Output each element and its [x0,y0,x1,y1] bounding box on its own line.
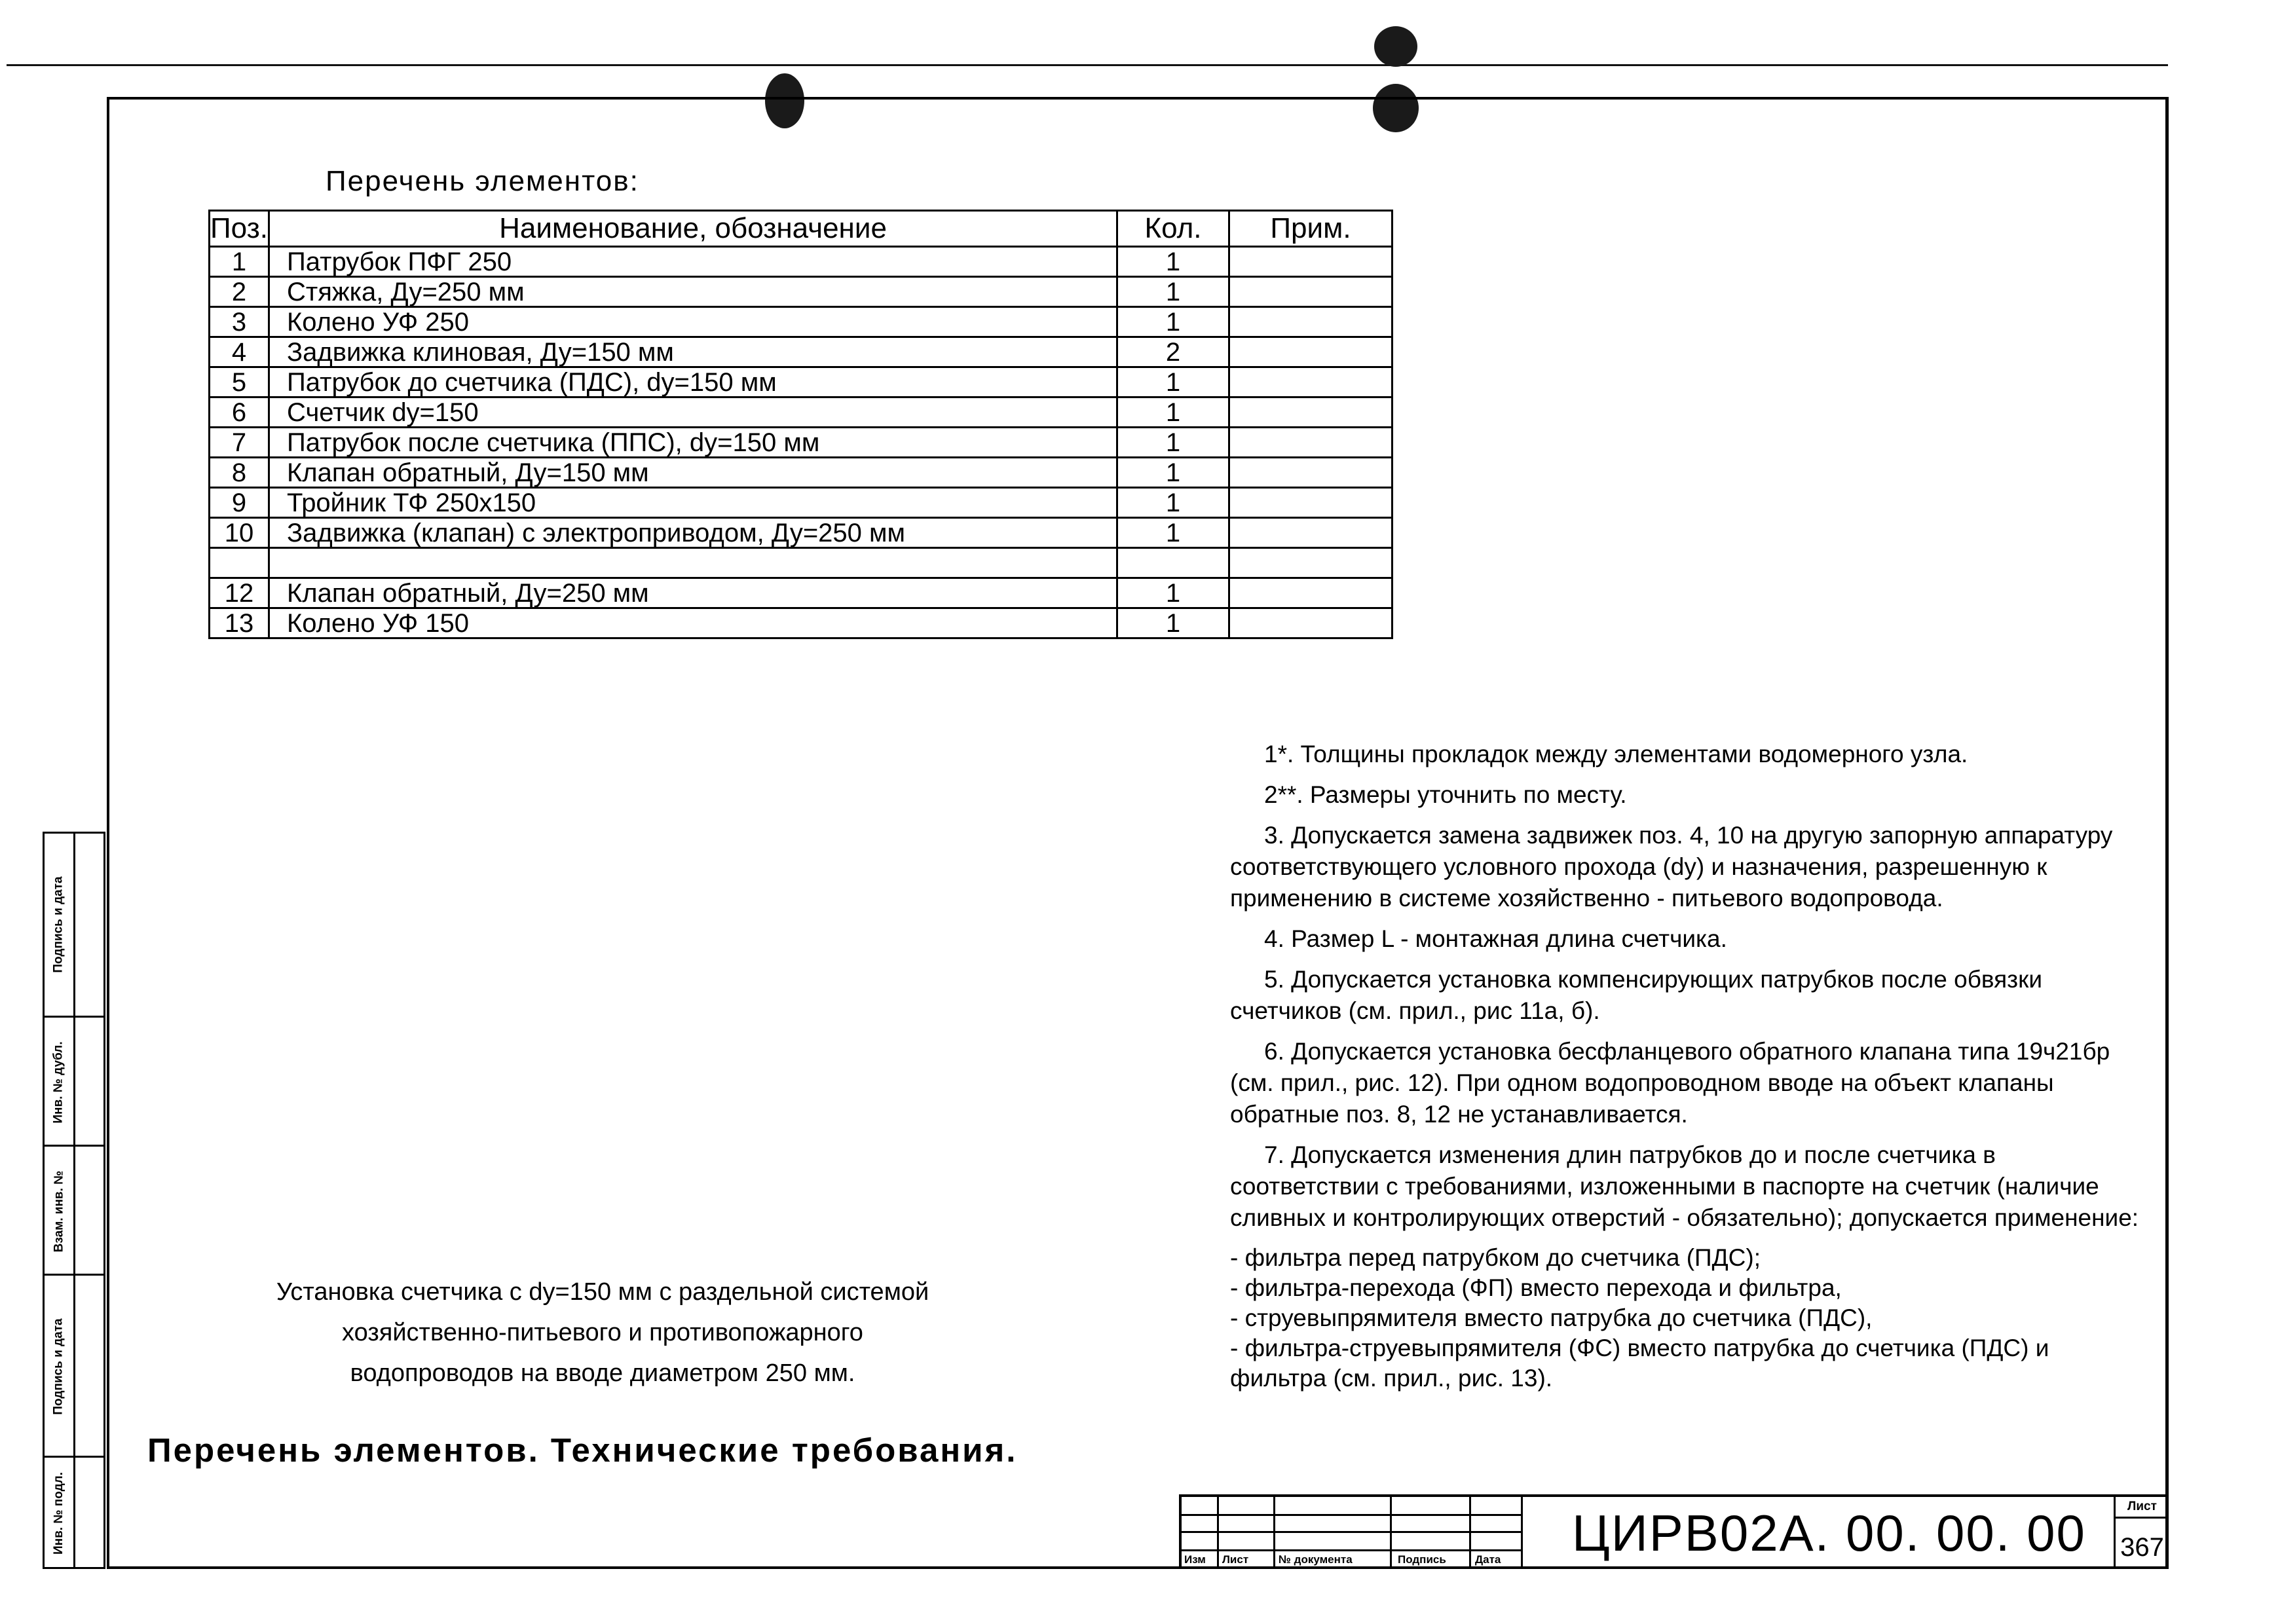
cell-pos: 6 [210,397,269,428]
header-name: Наименование, обозначение [269,211,1117,247]
cell-pos: 3 [210,307,269,337]
note-3: 3. Допускается замена задвижек поз. 4, 10 на другую запорную аппаратуру соответствующего условного прохода (dy) и назначения, разрешенную к применению в системе хозяйственно - питьевого водопровода. [1230,822,2113,912]
side-cell-sign-date-bottom [45,1274,103,1456]
side-label: Подпись и дата [52,1318,65,1415]
cell-note [1229,397,1392,428]
elements-table [208,210,1393,639]
table-row [210,397,1392,428]
cell-pos: 7 [210,428,269,458]
cell-qty: 1 [1117,247,1229,277]
caption-line: хозяйственно-питьевого и противопожарного [342,1319,863,1346]
table-row [210,578,1392,608]
cell-note [1229,548,1392,578]
table-row [210,277,1392,307]
label-list: Лист [1222,1553,1249,1566]
title-block [1179,1494,2169,1569]
table-row [210,608,1392,638]
cell-name: Счетчик dy=150 [269,397,1117,428]
label-sign: Подпись [1398,1553,1446,1566]
note-4: 4. Размер L - монтажная длина счетчика. [1264,925,1727,952]
note-2: 2**. Размеры уточнить по месту. [1264,781,1627,808]
table-row [210,367,1392,397]
cell-qty: 1 [1117,277,1229,307]
cell-qty: 1 [1117,608,1229,638]
caption-line: водопроводов на вводе диаметром 250 мм. [350,1359,855,1387]
table-row [210,458,1392,488]
cell-pos [210,548,269,578]
cell-name: Задвижка клиновая, Ду=150 мм [269,337,1117,367]
label-doc: № документа [1279,1553,1353,1566]
header-pos: Поз. [210,211,269,247]
sheet-label: Лист [2116,1500,2169,1519]
cell-note [1229,307,1392,337]
cell-pos: 9 [210,488,269,518]
table-row [210,428,1392,458]
side-label: Подпись и дата [52,876,65,973]
cell-note [1229,488,1392,518]
list-item: - фильтра перед патрубком до счетчика (ПДС); [1230,1244,1761,1271]
cell-note [1229,458,1392,488]
cell-name [269,548,1117,578]
header-note: Прим. [1229,211,1392,247]
caption-line: Установка счетчика с dy=150 мм с раздельной системой [276,1278,929,1306]
cell-pos: 1 [210,247,269,277]
cell-name: Патрубок до счетчика (ПДС), dy=150 мм [269,367,1117,397]
table-row [210,337,1392,367]
side-stamp [43,832,105,1569]
binder-hole-right-top [1374,26,1417,67]
cell-name: Клапан обратный, Ду=150 мм [269,458,1117,488]
side-cell-vzam-inv [45,1145,103,1274]
cell-qty: 1 [1117,458,1229,488]
cell-name: Патрубок ПФГ 250 [269,247,1117,277]
side-cell-inv-podl [45,1456,103,1567]
revision-grid [1182,1497,1522,1569]
table-row [210,518,1392,548]
cell-note [1229,518,1392,548]
cell-note [1229,337,1392,367]
cell-qty: 2 [1117,337,1229,367]
note-5: 5. Допускается установка компенсирующих патрубков после обвязки счетчиков (см. прил., рис 11а, б). [1230,966,2042,1024]
cell-pos: 10 [210,518,269,548]
sheet-number-box [2114,1497,2169,1569]
cell-qty: 1 [1117,428,1229,458]
cell-name: Клапан обратный, Ду=250 мм [269,578,1117,608]
list-item: - фильтра-струевыпрямителя (ФС) вместо патрубка до счетчика (ПДС) и фильтра (см. прил., рис. 13). [1230,1335,2049,1392]
cell-qty: 1 [1117,518,1229,548]
document-code: ЦИРВ02А. 00. 00. 00 [1572,1504,2086,1562]
drawing-caption [236,1272,969,1393]
cell-note [1229,367,1392,397]
cell-note [1229,428,1392,458]
cell-pos: 5 [210,367,269,397]
list-item: - струевыпрямителя вместо патрубка до счетчика (ПДС), [1230,1304,1873,1331]
cell-note [1229,277,1392,307]
cell-note [1229,247,1392,277]
cell-pos: 4 [210,337,269,367]
cell-qty: 1 [1117,397,1229,428]
cell-name: Стяжка, Ду=250 мм [269,277,1117,307]
list-item: - фильтра-перехода (ФП) вместо перехода и фильтра, [1230,1274,1842,1301]
cell-qty: 1 [1117,488,1229,518]
cell-qty: 1 [1117,367,1229,397]
table-row [210,247,1392,277]
technical-notes [1230,739,2147,1393]
cell-name: Колено УФ 250 [269,307,1117,337]
note-6: 6. Допускается установка бесфланцевого обратного клапана типа 19ч21бр (см. прил., рис. 12). При одном водопроводном вводе на объект клапаны обратные поз. 8, 12 не устанавливается. [1230,1038,2110,1128]
header-qty: Кол. [1117,211,1229,247]
sheet-title: Перечень элементов. Технические требования. [147,1431,1018,1469]
side-cell-sign-date-top [45,834,103,1016]
cell-name: Колено УФ 150 [269,608,1117,638]
cell-name: Патрубок после счетчика (ППС), dy=150 мм [269,428,1117,458]
note-7-bullets [1230,1243,2147,1393]
scan-edge-line [7,64,2168,66]
table-row [210,488,1392,518]
side-label: Инв. № подл. [52,1471,66,1555]
side-label: Инв. № дубл. [52,1041,65,1124]
cell-qty: 1 [1117,578,1229,608]
cell-pos: 12 [210,578,269,608]
label-date: Дата [1475,1553,1501,1566]
cell-pos: 8 [210,458,269,488]
cell-qty [1117,548,1229,578]
side-cell-inv-dubl [45,1016,103,1145]
cell-qty: 1 [1117,307,1229,337]
cell-note [1229,578,1392,608]
table-row [210,548,1392,578]
note-7: 7. Допускается изменения длин патрубков до и после счетчика в соответствии с требованиями, изложенными в паспорте на счетчик (наличие сливных и контролирующих отверстий - обязательно); допускается применение: [1230,1141,2139,1231]
cell-pos: 13 [210,608,269,638]
sheet-number: 367 [2120,1533,2164,1562]
note-1: 1*. Толщины прокладок между элементами водомерного узла. [1264,741,1968,767]
cell-note [1229,608,1392,638]
cell-pos: 2 [210,277,269,307]
elements-list-heading: Перечень элементов: [326,165,639,197]
side-label: Взам. инв. № [52,1170,66,1252]
label-izm: Изм [1184,1553,1206,1566]
cell-name: Задвижка (клапан) с электроприводом, Ду=250 мм [269,518,1117,548]
table-header-row [210,211,1392,247]
cell-name: Тройник ТФ 250х150 [269,488,1117,518]
table-row [210,307,1392,337]
